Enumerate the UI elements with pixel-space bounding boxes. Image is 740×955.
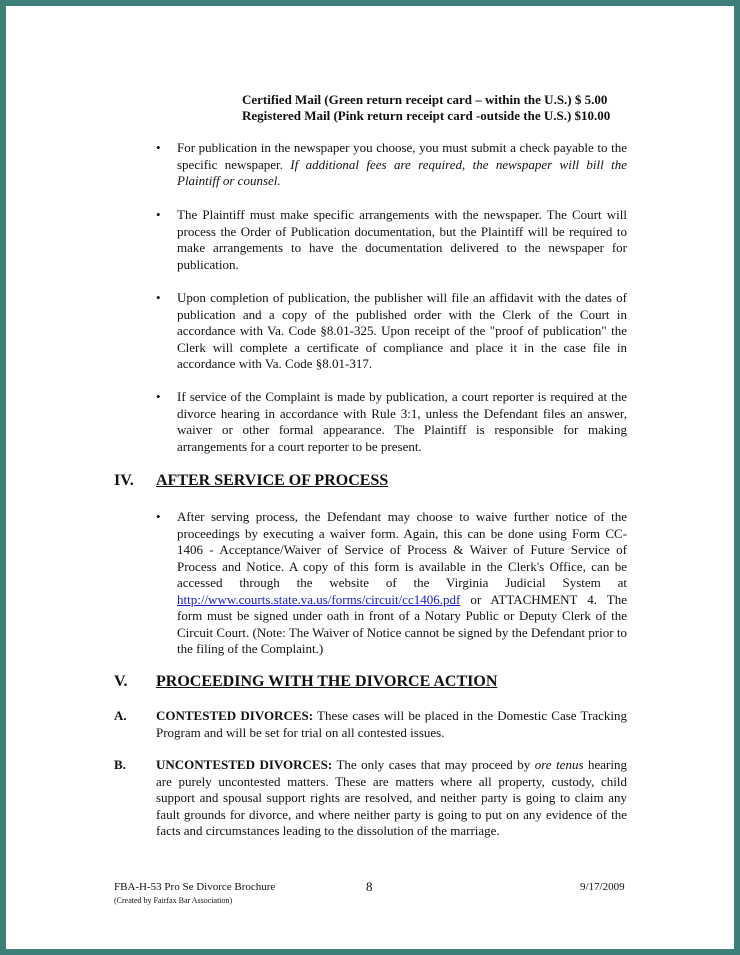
- document-page: [6, 6, 734, 949]
- uncontested-divorces-label: UNCONTESTED DIVORCES:: [156, 757, 333, 772]
- footer-created-by: (Created by Fairfax Bar Association): [114, 896, 233, 905]
- bullet-marker: •: [156, 140, 161, 155]
- item-a-letter: A.: [114, 708, 127, 723]
- ore-tenus-italic: ore tenus: [534, 757, 584, 772]
- bullet-marker: •: [156, 509, 161, 524]
- uncontested-divorces-paragraph: [156, 757, 627, 840]
- contested-divorces-paragraph: [156, 708, 627, 741]
- bullet-marker: •: [156, 207, 161, 222]
- item-b-letter: B.: [114, 757, 126, 772]
- section-iv-title: AFTER SERVICE OF PROCESS: [156, 472, 389, 489]
- certified-mail-fee: Certified Mail (Green return receipt card – within the U.S.) $ 5.00: [242, 92, 608, 107]
- waiver-text-continued: or ATTACHMENT 4. The form must be signed under oath in front of a Notary Public or Deputy Clerk of the Circuit Court. (Note: The Waiver of Notice cannot be signed by the Defendant prior to the filing of the Complaint.): [177, 591, 628, 656]
- footer-doc-name: FBA-H-53 Pro Se Divorce Brochure: [114, 881, 276, 893]
- footer-date: 9/17/2009: [580, 881, 625, 893]
- bullet-paragraph-affidavit: Upon completion of publication, the publisher will file an affidavit with the dates of publication and a copy of the published order with the Clerk of the Court in accordance with Va. Code §8.01-325. Upon receipt of the "proof of publication" the Clerk will complete a certificate of compliance and place it in the case file in accordance with Va. Code §8.01-317.: [177, 290, 627, 371]
- waiver-text: After serving process, the Defendant may choose to waive further notice of the proceedings by executing a waiver form. Again, this can be done using Form CC-1406 - Acceptance/Waiver of Service of Process & Waiver of Future Service of Process and Notice. A copy of this form is available in the Clerk's Office, can be accessed through the website of the Virginia Judicial System at: [177, 509, 627, 590]
- footer-page-number: 8: [366, 879, 373, 894]
- section-iv-number: IV.: [114, 472, 134, 489]
- cc1406-form-link[interactable]: http://www.courts.state.va.us/forms/circuit/cc1406.pdf: [177, 591, 461, 607]
- bullet-text: For publication in the newspaper you choose, you must submit a check payable to the specific newspaper.: [177, 140, 627, 172]
- uncontested-text-after: hearing are purely uncontested matters. These are matters where all property, custody, child support and spousal support rights are resolved, and neither party is going to claim any fault grounds for divorce, and where neither party is going to put on any evidence of the facts and circumstances leading to the dissolution of the marriage.: [156, 757, 627, 838]
- contested-divorces-text: These cases will be placed in the Domestic Case Tracking Program and will be set for trial on all contested issues.: [156, 708, 627, 740]
- bullet-italic-text: If additional fees are required, the newspaper will bill the Plaintiff or counsel.: [177, 156, 628, 188]
- section-v-number: V.: [114, 673, 128, 690]
- uncontested-text-before: The only cases that may proceed by: [332, 757, 535, 772]
- registered-mail-fee: Registered Mail (Pink return receipt card -outside the U.S.) $10.00: [242, 108, 611, 123]
- section-v-title: PROCEEDING WITH THE DIVORCE ACTION: [156, 673, 498, 690]
- bullet-paragraph-court-reporter: If service of the Complaint is made by publication, a court reporter is required at the divorce hearing in accordance with Rule 3:1, unless the Defendant files an answer, waiver or other formal appearance. The Plaintiff is responsible for making arrangements for a court reporter to be present.: [177, 389, 627, 454]
- bullet-paragraph-waiver: [177, 509, 627, 658]
- bullet-marker: •: [156, 290, 161, 305]
- bullet-paragraph-newspaper-arrangements: The Plaintiff must make specific arrangements with the newspaper. The Court will process the Order of Publication documentation, but the Plaintiff will be required to make arrangements to have the documentation delivered to the newspaper for publication.: [177, 207, 627, 272]
- bullet-marker: •: [156, 389, 161, 404]
- contested-divorces-label: CONTESTED DIVORCES:: [156, 708, 314, 723]
- bullet-paragraph-publication-check: [177, 140, 627, 190]
